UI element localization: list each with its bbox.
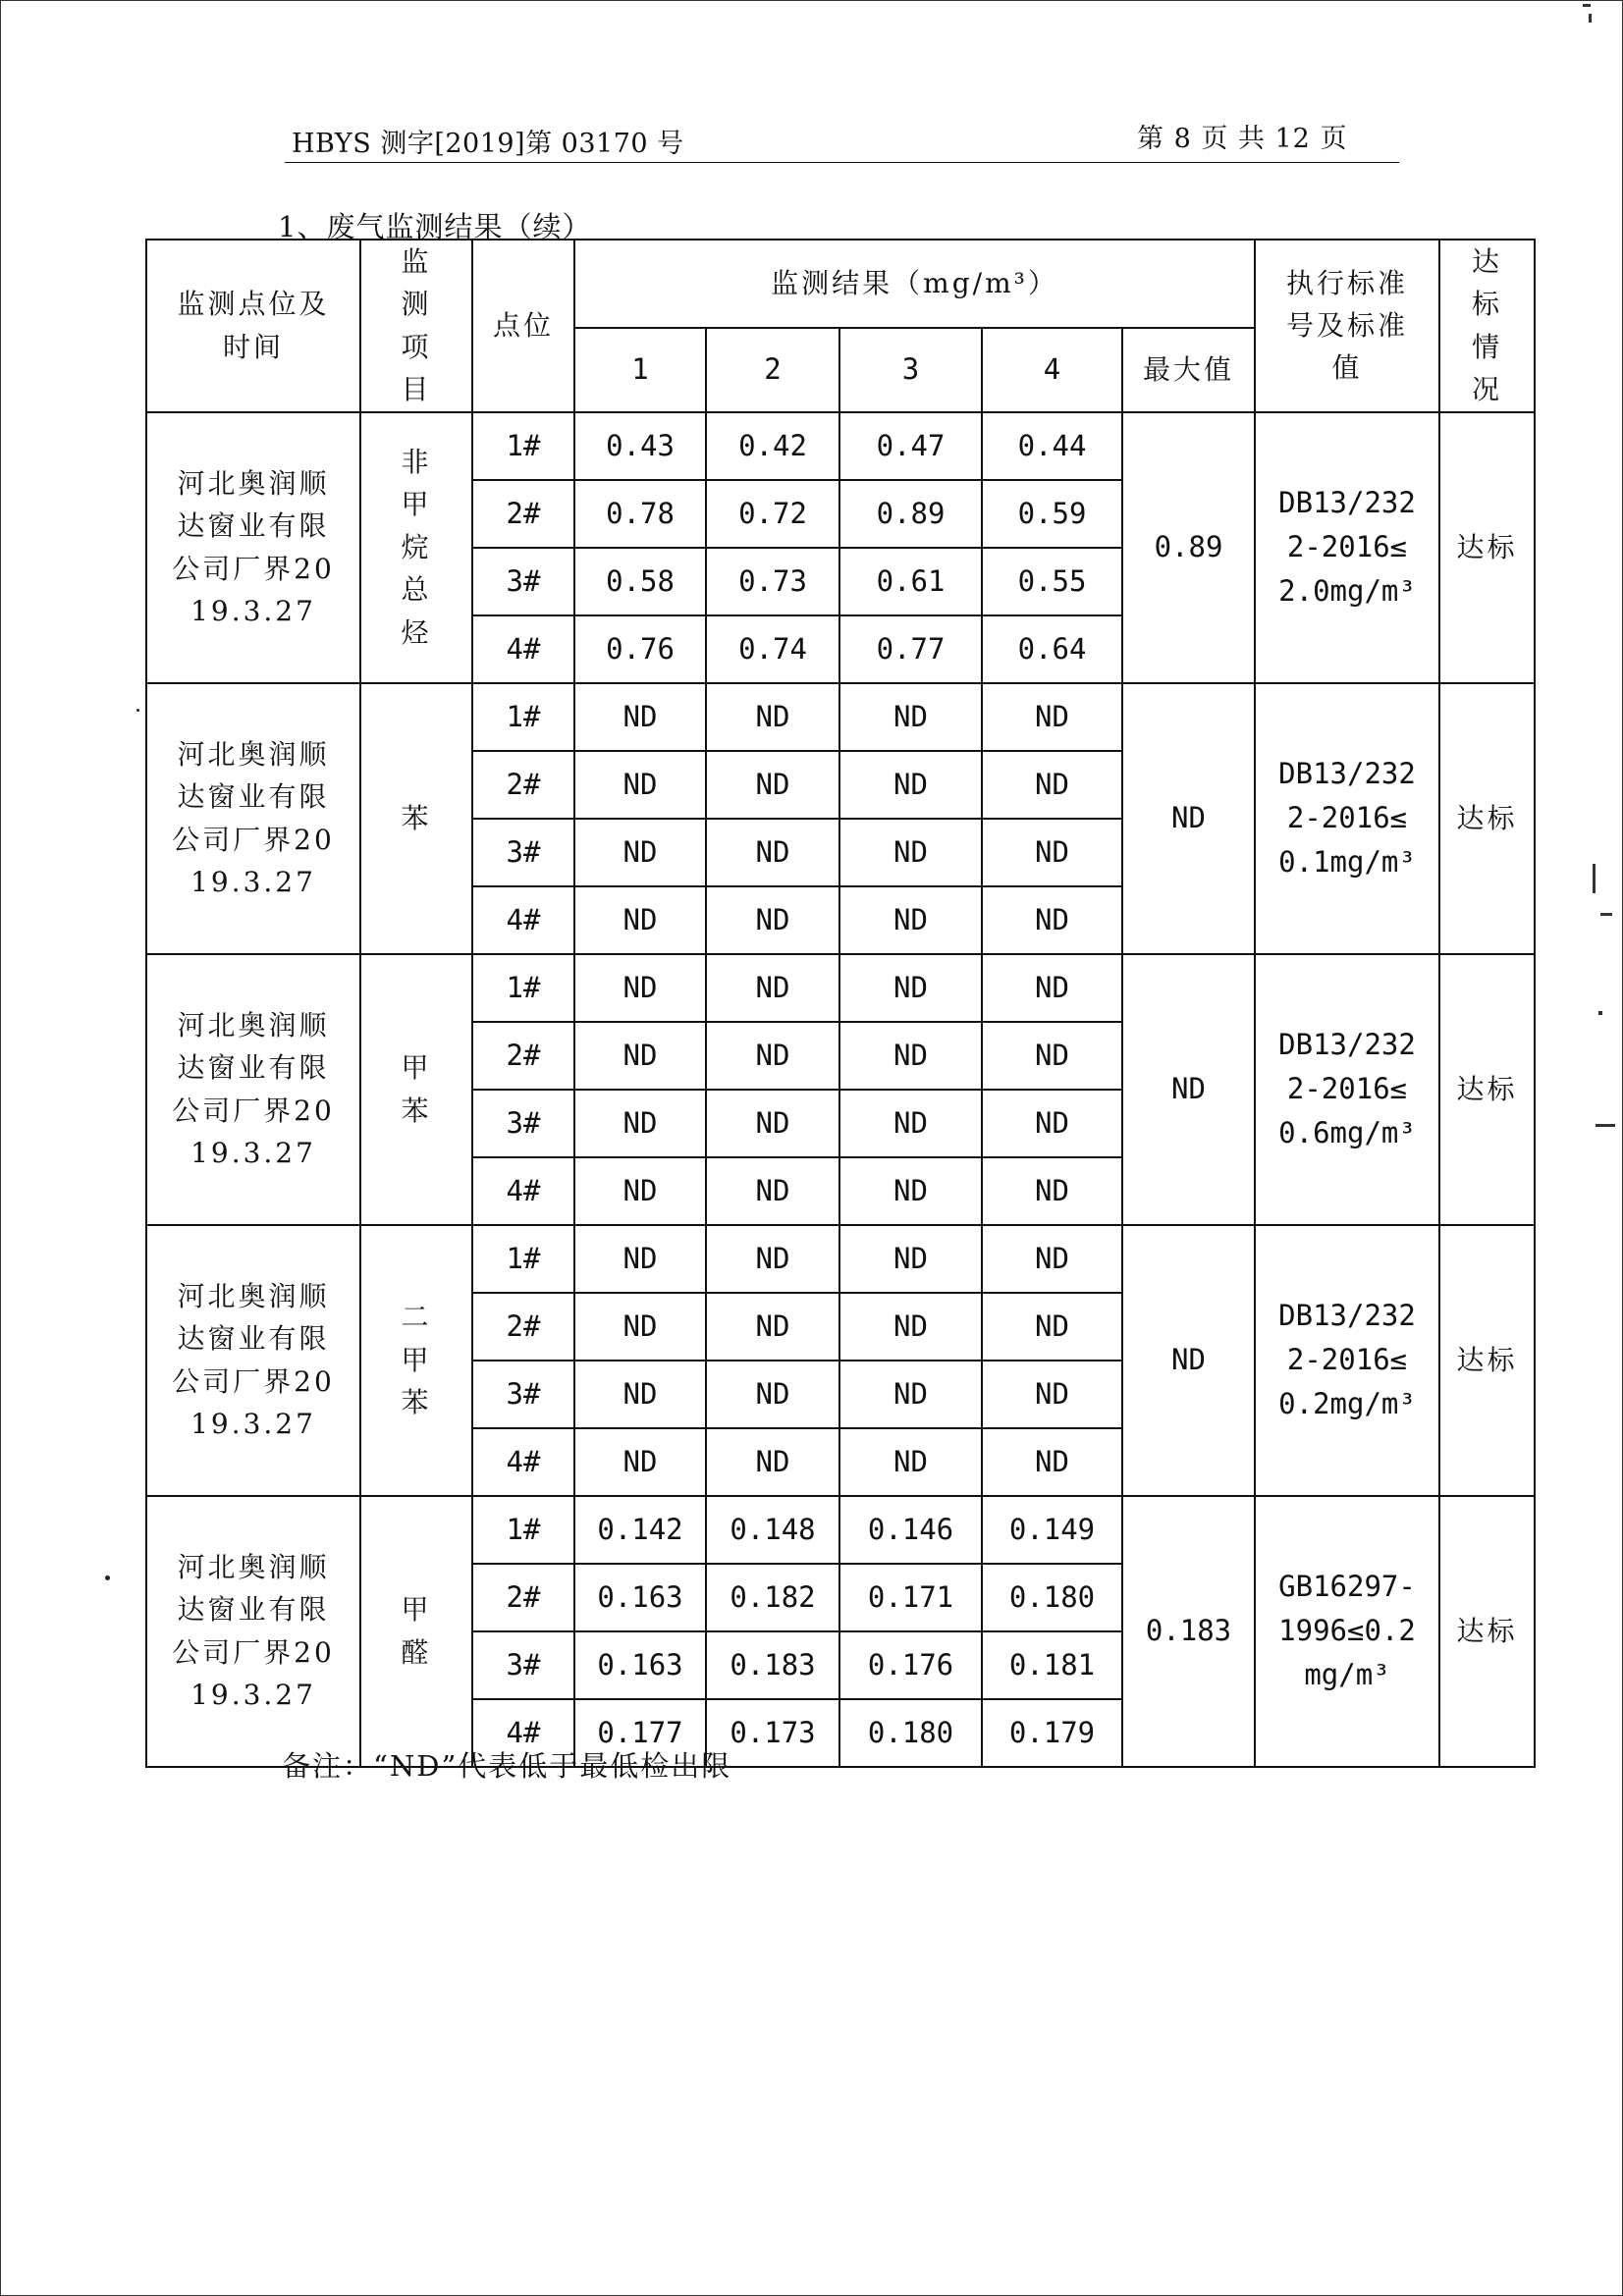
value-cell: ND [982, 819, 1122, 886]
footnote: 备注：“ND”代表低于最低检出限 [282, 1749, 732, 1783]
value-cell: ND [839, 1428, 982, 1496]
value-cell: ND [839, 819, 982, 886]
scan-speck [105, 1575, 110, 1580]
compliance-cell: 达标 [1439, 412, 1535, 683]
standard-cell: DB13/2322-2016≤2.0mg/m³ [1255, 412, 1439, 683]
value-cell: ND [706, 819, 839, 886]
value-cell: ND [982, 1361, 1122, 1428]
value-cell: 0.73 [706, 548, 839, 615]
value-cell: 0.59 [982, 480, 1122, 548]
header-max: 最大值 [1122, 328, 1255, 412]
value-cell: 0.72 [706, 480, 839, 548]
point-cell: 2# [472, 1293, 574, 1361]
header-rule [285, 162, 1399, 163]
standard-cell: DB13/2322-2016≤0.2mg/m³ [1255, 1225, 1439, 1496]
point-cell: 2# [472, 480, 574, 548]
value-cell: ND [574, 1293, 706, 1361]
max-value-cell: ND [1122, 954, 1255, 1225]
point-cell: 2# [472, 1564, 574, 1631]
value-cell: 0.43 [574, 412, 706, 480]
value-cell: 0.149 [982, 1496, 1122, 1564]
point-cell: 4# [472, 1699, 574, 1767]
value-cell: ND [982, 886, 1122, 954]
point-cell: 1# [472, 683, 574, 751]
value-cell: ND [574, 1361, 706, 1428]
value-cell: ND [982, 1090, 1122, 1157]
value-cell: ND [574, 1157, 706, 1225]
point-cell: 4# [472, 1157, 574, 1225]
value-cell: 0.180 [982, 1564, 1122, 1631]
max-value-cell: ND [1122, 1225, 1255, 1496]
value-cell: ND [982, 751, 1122, 819]
point-cell: 4# [472, 615, 574, 683]
value-cell: ND [839, 886, 982, 954]
value-cell: 0.176 [839, 1631, 982, 1699]
table-row [146, 1496, 1535, 1564]
value-cell: ND [706, 886, 839, 954]
scan-mark [1600, 913, 1612, 916]
value-cell: 0.58 [574, 548, 706, 615]
value-cell: ND [706, 954, 839, 1022]
point-cell: 4# [472, 1428, 574, 1496]
compliance-cell: 达标 [1439, 1225, 1535, 1496]
table-row [146, 683, 1535, 751]
point-cell: 3# [472, 1090, 574, 1157]
value-cell: 0.182 [706, 1564, 839, 1631]
header-results: 监测结果（mg/m³） [574, 240, 1255, 328]
compliance-cell: 达标 [1439, 1496, 1535, 1767]
value-cell: ND [706, 1293, 839, 1361]
point-cell: 3# [472, 1361, 574, 1428]
value-cell: 0.163 [574, 1631, 706, 1699]
value-cell: ND [706, 1225, 839, 1293]
value-cell: ND [706, 751, 839, 819]
point-cell: 3# [472, 548, 574, 615]
point-cell: 1# [472, 1225, 574, 1293]
results-body [146, 412, 1535, 1767]
value-cell: ND [574, 1022, 706, 1090]
value-cell: ND [574, 1225, 706, 1293]
value-cell: ND [839, 954, 982, 1022]
compliance-cell: 达标 [1439, 954, 1535, 1225]
location-time-cell: 河北奥润顺达窗业有限公司厂界2019.3.27 [146, 1225, 360, 1496]
header-compliance: 达标情况 [1439, 240, 1535, 412]
value-cell: 0.163 [574, 1564, 706, 1631]
item-cell: 非甲烷总烃 [360, 412, 472, 683]
item-cell: 甲醛 [360, 1496, 472, 1767]
value-cell: ND [574, 1090, 706, 1157]
value-cell: 0.76 [574, 615, 706, 683]
location-time-cell: 河北奥润顺达窗业有限公司厂界2019.3.27 [146, 683, 360, 954]
value-cell: ND [982, 1022, 1122, 1090]
location-time-cell: 河北奥润顺达窗业有限公司厂界2019.3.27 [146, 954, 360, 1225]
scan-mark [1583, 4, 1591, 7]
value-cell: ND [706, 1022, 839, 1090]
value-cell: ND [982, 1225, 1122, 1293]
header-standard: 执行标准号及标准值 [1255, 240, 1439, 412]
value-cell: 0.78 [574, 480, 706, 548]
header-row-top [146, 240, 1535, 328]
value-cell: 0.181 [982, 1631, 1122, 1699]
point-cell: 1# [472, 954, 574, 1022]
point-cell: 3# [472, 1631, 574, 1699]
max-value-cell: 0.89 [1122, 412, 1255, 683]
value-cell: 0.173 [706, 1699, 839, 1767]
value-cell: ND [839, 1157, 982, 1225]
max-value-cell: ND [1122, 683, 1255, 954]
value-cell: ND [574, 886, 706, 954]
scan-mark [1596, 1124, 1615, 1127]
value-cell: 0.177 [574, 1699, 706, 1767]
value-cell: 0.183 [706, 1631, 839, 1699]
value-cell: ND [706, 1157, 839, 1225]
item-cell: 苯 [360, 683, 472, 954]
standard-cell: GB16297-1996≤0.2mg/m³ [1255, 1496, 1439, 1767]
value-cell: ND [982, 1293, 1122, 1361]
value-cell: ND [839, 1293, 982, 1361]
location-time-cell: 河北奥润顺达窗业有限公司厂界2019.3.27 [146, 412, 360, 683]
header-round-3: 3 [839, 328, 982, 412]
value-cell: 0.171 [839, 1564, 982, 1631]
point-cell: 3# [472, 819, 574, 886]
value-cell: 0.42 [706, 412, 839, 480]
value-cell: ND [706, 683, 839, 751]
item-cell: 二甲苯 [360, 1225, 472, 1496]
point-cell: 2# [472, 1022, 574, 1090]
value-cell: ND [706, 1361, 839, 1428]
value-cell: 0.142 [574, 1496, 706, 1564]
report-number: HBYS 测字[2019]第 03170 号 [292, 129, 684, 159]
value-cell: ND [574, 683, 706, 751]
value-cell: ND [982, 1428, 1122, 1496]
standard-cell: DB13/2322-2016≤0.1mg/m³ [1255, 683, 1439, 954]
value-cell: 0.179 [982, 1699, 1122, 1767]
value-cell: ND [706, 1090, 839, 1157]
value-cell: 0.61 [839, 548, 982, 615]
value-cell: ND [839, 683, 982, 751]
value-cell: ND [839, 1090, 982, 1157]
table-row [146, 954, 1535, 1022]
value-cell: ND [706, 1428, 839, 1496]
item-cell: 甲苯 [360, 954, 472, 1225]
table-row [146, 1225, 1535, 1293]
value-cell: 0.64 [982, 615, 1122, 683]
value-cell: 0.77 [839, 615, 982, 683]
value-cell: ND [574, 954, 706, 1022]
value-cell: 0.89 [839, 480, 982, 548]
point-cell: 2# [472, 751, 574, 819]
max-value-cell: 0.183 [1122, 1496, 1255, 1767]
value-cell: ND [574, 1428, 706, 1496]
header-location-time: 监测点位及时间 [146, 240, 360, 412]
value-cell: 0.47 [839, 412, 982, 480]
value-cell: ND [839, 1225, 982, 1293]
point-cell: 4# [472, 886, 574, 954]
standard-cell: DB13/2322-2016≤0.6mg/m³ [1255, 954, 1439, 1225]
value-cell: 0.148 [706, 1496, 839, 1564]
table-row [146, 412, 1535, 480]
header-round-2: 2 [706, 328, 839, 412]
value-cell: 0.146 [839, 1496, 982, 1564]
value-cell: ND [982, 683, 1122, 751]
page-info: 第 8 页 共 12 页 [1137, 124, 1348, 154]
value-cell: 0.55 [982, 548, 1122, 615]
header-item: 监测项目 [360, 240, 472, 412]
compliance-cell: 达标 [1439, 683, 1535, 954]
value-cell: ND [982, 1157, 1122, 1225]
value-cell: ND [839, 751, 982, 819]
point-cell: 1# [472, 1496, 574, 1564]
value-cell: ND [982, 954, 1122, 1022]
header-point: 点位 [472, 240, 574, 412]
header-round-4: 4 [982, 328, 1122, 412]
scan-mark [1593, 864, 1596, 893]
value-cell: 0.44 [982, 412, 1122, 480]
scan-mark [1598, 1011, 1602, 1015]
value-cell: 0.74 [706, 615, 839, 683]
value-cell: 0.180 [839, 1699, 982, 1767]
location-time-cell: 河北奥润顺达窗业有限公司厂界2019.3.27 [146, 1496, 360, 1767]
scan-mark [1589, 14, 1592, 23]
value-cell: ND [839, 1361, 982, 1428]
header-round-1: 1 [574, 328, 706, 412]
section-title: 1、废气监测结果（续） [278, 210, 592, 243]
point-cell: 1# [472, 412, 574, 480]
scan-speck [136, 709, 139, 712]
value-cell: ND [574, 819, 706, 886]
monitoring-results-table [145, 239, 1536, 1768]
value-cell: ND [574, 751, 706, 819]
value-cell: ND [839, 1022, 982, 1090]
